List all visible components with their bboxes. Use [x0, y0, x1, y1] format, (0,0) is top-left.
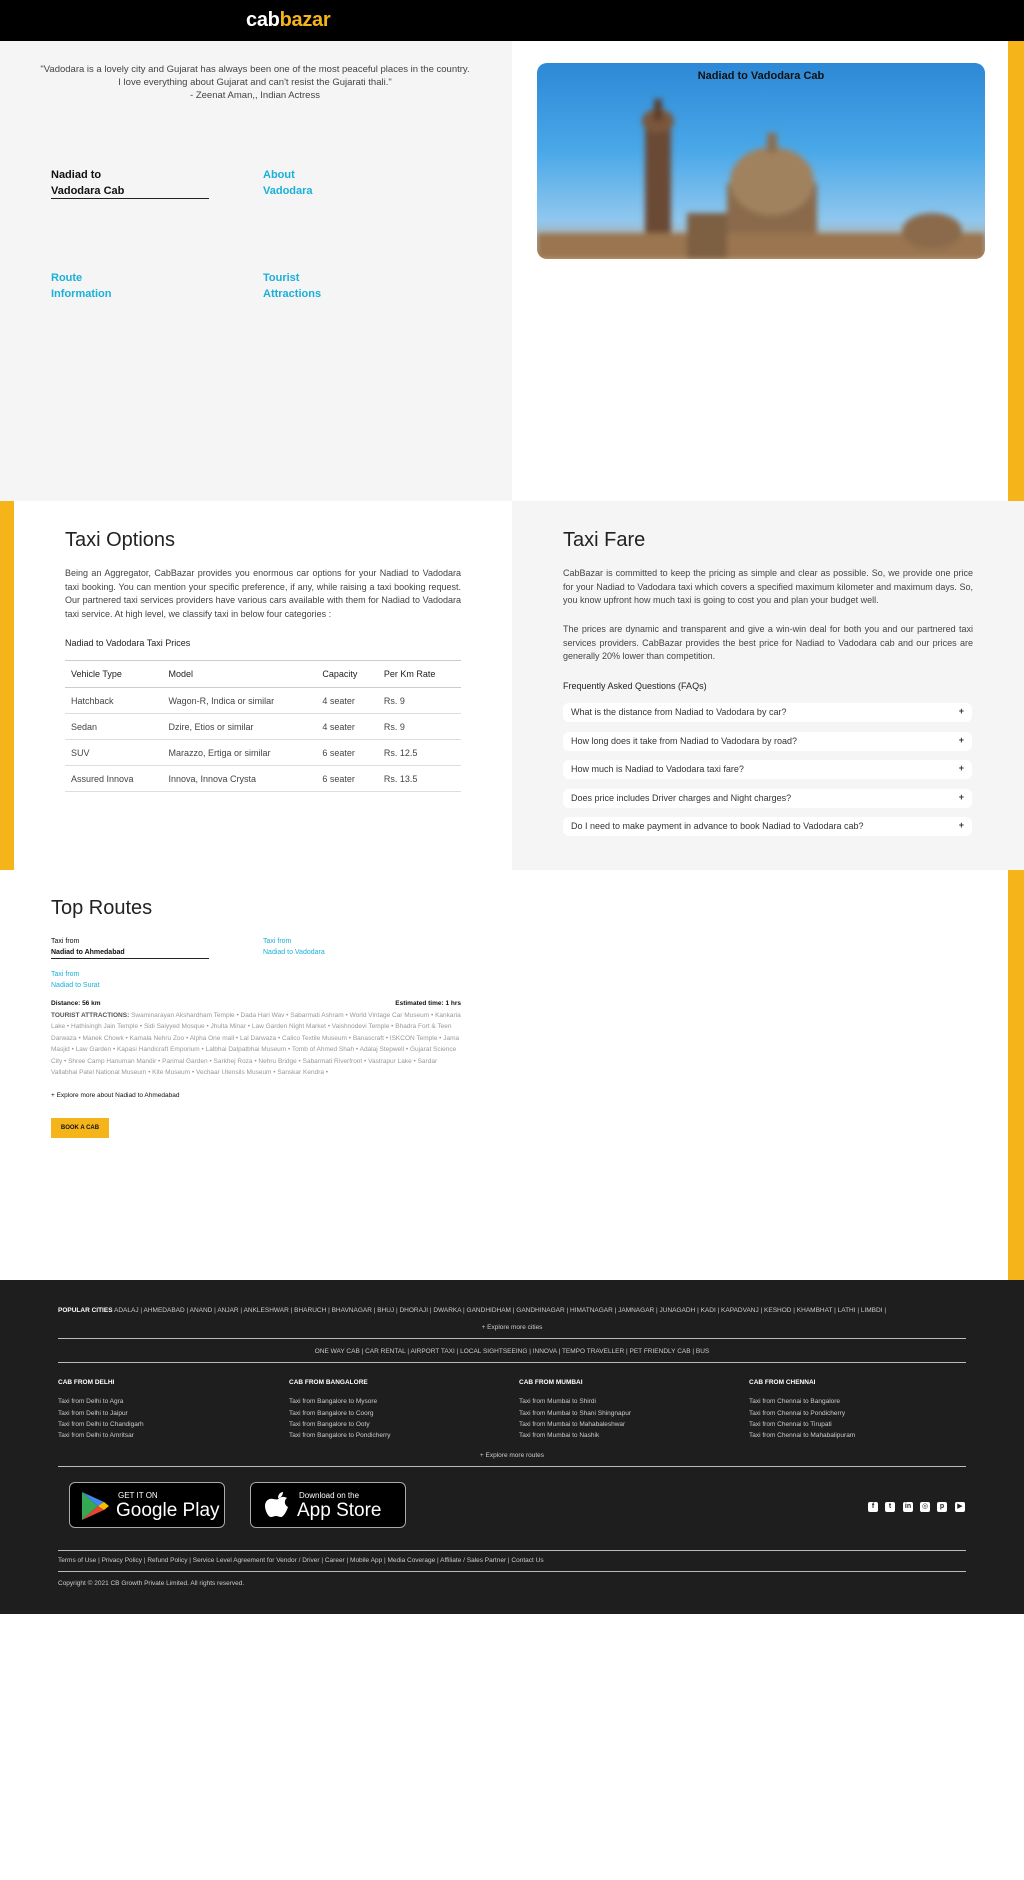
- cabbazar-logo[interactable]: cabbazar: [246, 9, 331, 31]
- footer-column-heading: CAB FROM MUMBAI: [519, 1379, 583, 1386]
- active-route-underline: [51, 958, 209, 959]
- taxi-prices-table: [65, 660, 461, 792]
- app-store-button[interactable]: Download on the App Store: [250, 1482, 406, 1528]
- route-tab-nadiad-vadodara[interactable]: Taxi from Nadiad to Vadodara: [263, 938, 325, 956]
- plus-icon: +: [958, 706, 964, 716]
- taxi-options-title: Taxi Options: [65, 529, 176, 551]
- popular-cities: POPULAR CITIES ADALAJ | AHMEDABAD | ANAND | ANJAR | ANKLESHWAR | BHARUCH | BHAVNAGAR | BHUJ | DHORAJI | DWARKA | GANDHIDHAM | GANDHINAGAR | HIMATNAGAR | JAMNAGAR | JUNAGADH | KADI | KAPADVANJ | KESHOD | KHAMBHAT | LATHI | LIMBDI |: [58, 1307, 887, 1314]
- footer-route-link[interactable]: Taxi from Mumbai to Mahabaleshwar: [519, 1421, 626, 1428]
- active-nav-underline: [51, 198, 209, 199]
- footer-route-link[interactable]: Taxi from Delhi to Amritsar: [58, 1432, 134, 1439]
- footer-route-link[interactable]: Taxi from Mumbai to Nashik: [519, 1432, 600, 1439]
- table-row: [65, 688, 461, 714]
- copyright-text: Copyright © 2021 CB Growth Private Limited. All rights reserved.: [58, 1580, 245, 1587]
- footer-route-link[interactable]: Taxi from Bangalore to Pondicherry: [289, 1432, 391, 1439]
- nav-nadiad-to-vadodara-cab[interactable]: Nadiad to Vadodara Cab: [51, 169, 125, 197]
- footer-route-link[interactable]: Taxi from Chennai to Bangalore: [749, 1398, 841, 1405]
- footer-policy-links[interactable]: Terms of Use | Privacy Policy | Refund Policy | Service Level Agreement for Vendor / Driver | Career | Mobile App | Media Coverage | Affiliate / Sales Partner | Contact Us: [58, 1557, 544, 1564]
- table-row: [65, 740, 461, 766]
- book-a-cab-button[interactable]: BOOK A CAB: [51, 1118, 109, 1138]
- apple-icon: [265, 1491, 291, 1521]
- route-distance: Distance: 56 km: [51, 1000, 101, 1007]
- explore-more-cities-link[interactable]: + Explore more cities: [481, 1324, 543, 1331]
- youtube-icon[interactable]: ▶: [955, 1502, 965, 1512]
- table-row: [65, 766, 461, 792]
- table-cell: Assured Innova: [65, 766, 162, 792]
- footer-divider: [58, 1338, 966, 1339]
- plus-icon: +: [958, 792, 964, 802]
- google-play-icon: [80, 1490, 110, 1522]
- taxi-fare-title: Taxi Fare: [563, 529, 646, 551]
- table-cell: Wagon-R, Indica or similar: [162, 688, 316, 714]
- route-tab-nadiad-ahmedabad[interactable]: Taxi from Nadiad to Ahmedabad: [51, 938, 125, 956]
- faq-item[interactable]: Do I need to make payment in advance to book Nadiad to Vadodara cab? +: [563, 817, 972, 836]
- hero-image-title: Nadiad to Vadodara Cab: [697, 70, 825, 82]
- linkedin-icon[interactable]: in: [904, 1503, 912, 1510]
- tourist-attractions-list: TOURIST ATTRACTIONS: Swaminarayan Akshardham Temple • Dada Hari Wav • Sabarmati Ashram • World Vintage Car Museum • Kankaria Lake • Hathisingh Jain Temple • Sidi Saiyyed Mosque • Jhulta Minar • Law Garden Night Market • Vaishnodevi Temple • Bhadra Fort & Teen Darwaza • Manek Chowk • Kamala Nehru Zoo • Alpha One mall • Lal Darwaza • Calico Textile Museum • Banascraft • ISKCON Temple • Jama Masjid • Law Garden • Kapasi Handicraft Emporium • Lalbhai Dalpatbhai Museum • Tomb of Ahmed Shah • Adalaj Stepwell • Gujarat Science City • Shree Camp Hanuman Mandir • Parimal Garden • Sarkhej Roza • Nehru Bridge • Sabarmati Riverfront • Vastrapur Lake • Sardar Vallabhai Patel National Museum • Kite Museum • Vechaar Utensils Museum • Sanskar Kendra •: [51, 1012, 461, 1077]
- plus-icon: +: [958, 820, 964, 830]
- table-cell: SUV: [65, 740, 162, 766]
- hero-left-panel: [0, 41, 512, 501]
- footer-route-link[interactable]: Taxi from Delhi to Jaipur: [58, 1410, 128, 1417]
- column-header: Capacity: [316, 661, 377, 688]
- vadodara-palace-image: [537, 63, 985, 259]
- footer-column-heading: CAB FROM DELHI: [58, 1379, 115, 1386]
- nav-about-vadodara[interactable]: About Vadodara: [263, 169, 313, 197]
- column-header: Model: [162, 661, 316, 688]
- plus-icon: +: [958, 763, 964, 773]
- footer-column-heading: CAB FROM BANGALORE: [289, 1379, 368, 1386]
- hero-right-panel: [512, 41, 1008, 501]
- popular-cities-label: POPULAR CITIES: [58, 1307, 113, 1314]
- footer-route-link[interactable]: Taxi from Mumbai to Shani Shingnapur: [519, 1410, 632, 1417]
- twitter-icon[interactable]: t: [885, 1502, 895, 1512]
- taxi-fare-paragraph-2: The prices are dynamic and transparent and give a win-win deal for both you and our partnered taxi services providers. CabBazar provides the best price for Nadiad to Vadodara cab and our prices are generally 20% lower than competition.: [563, 624, 973, 661]
- taxi-options-description: Being an Aggregator, CabBazar provides you enormous car options for your Nadiad to Vadodara taxi booking. You can mention your specific preference, if any, while raising a taxi booking request. Our partnered taxi services providers have various cars available with them for Nadiad to Vadodara taxi service. At high level, we classify taxi in below four categories :: [65, 568, 461, 619]
- faq-item[interactable]: Does price includes Driver charges and Night charges? +: [563, 789, 972, 808]
- table-cell: Hatchback: [65, 688, 162, 714]
- footer-route-link[interactable]: Taxi from Chennai to Tirupati: [749, 1421, 832, 1428]
- faq-title: Frequently Asked Questions (FAQs): [563, 681, 707, 691]
- table-cell: Dzire, Etios or similar: [162, 714, 316, 740]
- footer-route-link[interactable]: Taxi from Bangalore to Ooty: [289, 1421, 370, 1428]
- footer-route-link[interactable]: Taxi from Chennai to Mahabalipuram: [749, 1432, 856, 1439]
- table-cell: Rs. 13.5: [378, 766, 461, 792]
- footer-divider: [58, 1571, 966, 1572]
- footer-route-link[interactable]: Taxi from Bangalore to Mysore: [289, 1398, 378, 1405]
- facebook-icon[interactable]: f: [868, 1502, 878, 1512]
- nav-tourist-attractions[interactable]: Tourist Attractions: [263, 272, 322, 300]
- footer-column-heading: CAB FROM CHENNAI: [749, 1379, 816, 1386]
- faq-item[interactable]: How much is Nadiad to Vadodara taxi fare? +: [563, 760, 972, 779]
- google-play-button[interactable]: GET IT ON Google Play: [69, 1482, 225, 1528]
- faq-item[interactable]: How long does it take from Nadiad to Vadodara by road? +: [563, 732, 972, 751]
- yellow-accent-stripe: [1008, 870, 1024, 1280]
- table-cell: Rs. 9: [378, 688, 461, 714]
- faq-item[interactable]: What is the distance from Nadiad to Vadodara by car? +: [563, 703, 972, 722]
- footer-route-link[interactable]: Taxi from Delhi to Chandigarh: [58, 1421, 144, 1428]
- explore-more-routes-link[interactable]: + Explore more routes: [479, 1452, 545, 1459]
- taxi-fare-paragraph-1: CabBazar is committed to keep the pricing as simple and clear as possible. So, we provide one price for your Nadiad to Vadodara taxi which covers a specified maximum kilometer and maximum days. So, you know upfront how much taxi is going to cost you and plan your budget well.: [563, 568, 973, 605]
- yellow-accent-stripe: [0, 501, 14, 870]
- table-cell: 4 seater: [316, 714, 377, 740]
- table-row: [65, 714, 461, 740]
- table-cell: Innova, Innova Crysta: [162, 766, 316, 792]
- table-cell: Marazzo, Ertiga or similar: [162, 740, 316, 766]
- palace-silhouette: [537, 63, 985, 259]
- top-routes-title: Top Routes: [51, 897, 153, 919]
- table-header-row: [65, 661, 461, 688]
- table-cell: 4 seater: [316, 688, 377, 714]
- table-cell: 6 seater: [316, 766, 377, 792]
- column-header: Per Km Rate: [378, 661, 461, 688]
- footer-divider: [58, 1550, 966, 1551]
- plus-icon: +: [958, 735, 964, 745]
- nav-route-information[interactable]: Route Information: [51, 272, 112, 300]
- explore-route-link[interactable]: + Explore more about Nadiad to Ahmedabad: [51, 1092, 180, 1099]
- table-cell: Rs. 9: [378, 714, 461, 740]
- top-navbar: [0, 0, 1024, 41]
- instagram-icon[interactable]: ◎: [921, 1503, 929, 1510]
- footer-divider: [58, 1362, 966, 1363]
- table-cell: Rs. 12.5: [378, 740, 461, 766]
- quote-author: - Zeenat Aman,, Indian Actress: [190, 90, 320, 101]
- footer-route-link[interactable]: Taxi from Mumbai to Shirdi: [519, 1398, 596, 1405]
- yellow-accent-stripe: [1008, 41, 1024, 501]
- pinterest-icon[interactable]: p: [937, 1502, 947, 1512]
- route-tab-nadiad-surat[interactable]: Taxi from Nadiad to Surat: [51, 971, 100, 989]
- services-links[interactable]: ONE WAY CAB | CAR RENTAL | AIRPORT TAXI | LOCAL SIGHTSEEING | INNOVA | TEMPO TRAVELLER | PET FRIENDLY CAB | BUS: [314, 1348, 710, 1355]
- footer-route-link[interactable]: Taxi from Delhi to Agra: [58, 1398, 124, 1405]
- city-quote: "Vadodara is a lovely city and Gujarat has always been one of the most peaceful places in the country. I love everything about Gujarat and can't resist the Gujarati thali." - Zeenat Aman,, Indian Actress: [40, 64, 470, 101]
- footer-divider: [58, 1466, 966, 1467]
- footer: [0, 1280, 1024, 1614]
- footer-route-link[interactable]: Taxi from Chennai to Pondicherry: [749, 1410, 846, 1417]
- attractions-label: TOURIST ATTRACTIONS:: [51, 1012, 130, 1019]
- column-header: Vehicle Type: [65, 661, 162, 688]
- taxi-prices-table-title: Nadiad to Vadodara Taxi Prices: [65, 638, 191, 648]
- route-estimated-time: Estimated time: 1 hrs: [395, 1000, 461, 1007]
- table-cell: Sedan: [65, 714, 162, 740]
- table-cell: 6 seater: [316, 740, 377, 766]
- footer-route-link[interactable]: Taxi from Bangalore to Coorg: [289, 1410, 374, 1417]
